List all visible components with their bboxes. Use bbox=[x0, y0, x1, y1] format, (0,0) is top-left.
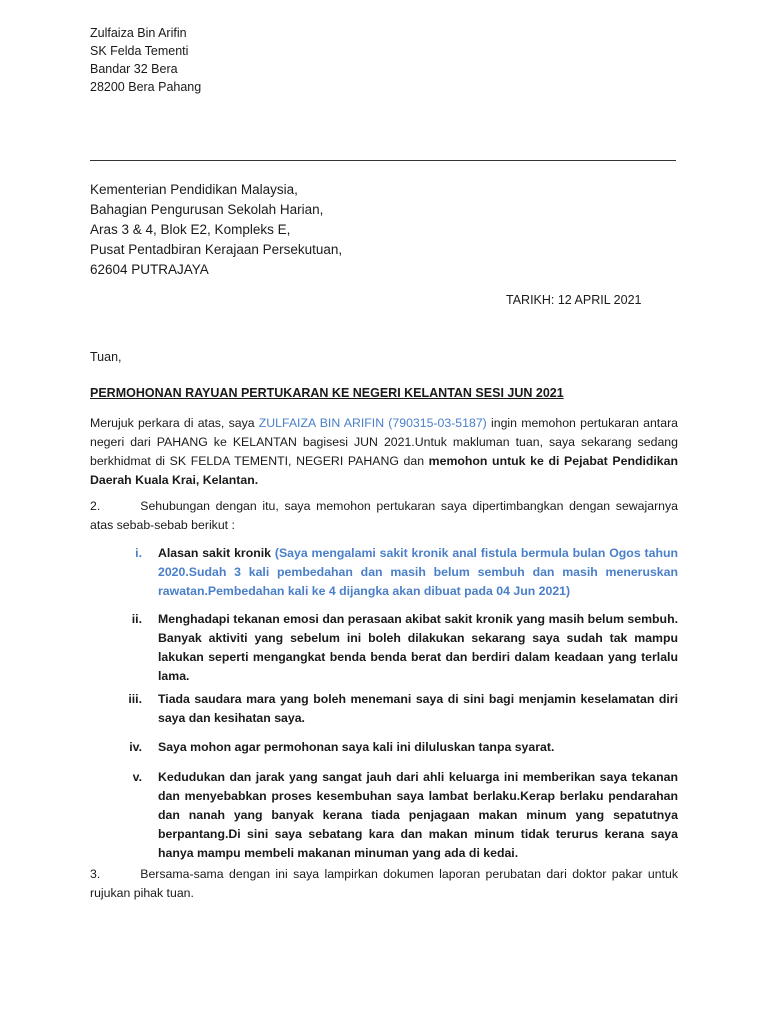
letter-subject: PERMOHONAN RAYUAN PERTUKARAN KE NEGERI KELANTAN SESI JUN 2021 bbox=[90, 386, 564, 400]
paragraph-1 bbox=[90, 414, 678, 490]
paragraph-number: 2. bbox=[90, 499, 101, 513]
reason-text: Tiada saudara mara yang boleh menemani saya di sini bagi menjamin keselamatan diri saya dan kesihatan saya. bbox=[158, 692, 678, 725]
sender-postcode: 28200 Bera Pahang bbox=[90, 80, 202, 94]
recipient-line: Pusat Pentadbiran Kerajaan Persekutuan, bbox=[90, 242, 343, 257]
paragraph-text: ingin memohon pertukaran antara negeri dari PAHANG ke KELANTAN bagisesi JUN 2021.Untuk makluman tuan, saya sekarang sedang berkhidmat di SK FELDA TEMENTI, NEGERI PAHANG dan bbox=[90, 416, 678, 468]
sender-town: Bandar 32 Bera bbox=[90, 62, 178, 76]
reason-heading: Alasan sakit kronik bbox=[158, 546, 271, 560]
reason-number: i. bbox=[135, 546, 142, 560]
reason-detail: (Saya mengalami sakit kronik anal fistula bermula bulan Ogos tahun 2020.Sudah 3 kali pembedahan dan masih belum sembuh dan masih meneruskan rawatan.Pembedahan kali ke 4 dijangka akan dibuat pada 04 Jun 2021) bbox=[158, 546, 678, 598]
recipient-line: Aras 3 & 4, Blok E2, Kompleks E, bbox=[90, 222, 291, 237]
reason-text: Kedudukan dan jarak yang sangat jauh dari ahli keluarga ini memberikan saya tekanan dan menyebabkan proses kesembuhan saya lambat berlaku.Kerap berlaku pendarahan dan nanah yang banyak kerana tiada penjagaan makan minum yang sepatutnya berpantang.Di sini saya sebatang kara dan makan minum tidak terurus kerana saya hanya mampu membeli makanan minuman yang ada di kedai. bbox=[158, 770, 678, 860]
letter-date: TARIKH: 12 APRIL 2021 bbox=[506, 293, 642, 307]
header-divider bbox=[90, 160, 676, 161]
reason-text: Menghadapi tekanan emosi dan perasaan akibat sakit kronik yang masih belum sembuh. Banyak aktiviti yang sebelum ini boleh dilakukan sekarang saya sudah tak mampu lakukan seperti mengangkat benda benda berat dan berdiri dalam keadaan yang terlalu lama. bbox=[158, 612, 678, 683]
recipient-line: 62604 PUTRAJAYA bbox=[90, 262, 209, 277]
salutation: Tuan, bbox=[90, 350, 122, 364]
reason-number: v. bbox=[132, 770, 142, 784]
sender-school: SK Felda Tementi bbox=[90, 44, 189, 58]
recipient-line: Bahagian Pengurusan Sekolah Harian, bbox=[90, 202, 324, 217]
paragraph-text: Merujuk perkara di atas, saya bbox=[90, 416, 259, 430]
recipient-address bbox=[90, 180, 342, 280]
paragraph-3 bbox=[90, 865, 678, 903]
sender-name: Zulfaiza Bin Arifin bbox=[90, 26, 187, 40]
reason-number: iv. bbox=[129, 740, 142, 754]
paragraph-text: Sehubungan dengan itu, saya memohon pertukaran saya dipertimbangkan dengan sewajarnya atas sebab-sebab berikut : bbox=[90, 499, 678, 532]
reason-number: iii. bbox=[128, 692, 142, 706]
reason-number: ii. bbox=[131, 612, 142, 626]
recipient-line: Kementerian Pendidikan Malaysia, bbox=[90, 182, 298, 197]
paragraph-text: Bersama-sama dengan ini saya lampirkan dokumen laporan perubatan dari doktor pakar untuk rujukan pihak tuan. bbox=[90, 867, 678, 900]
paragraph-bold-text: memohon untuk ke di Pejabat Pendidikan Daerah Kuala Krai, Kelantan. bbox=[90, 454, 679, 487]
applicant-name: ZULFAIZA BIN ARIFIN (790315-03-5187) bbox=[258, 416, 487, 430]
paragraph-number: 3. bbox=[90, 867, 101, 881]
paragraph-2 bbox=[90, 497, 678, 535]
reason-text bbox=[158, 544, 678, 601]
sender-address bbox=[90, 24, 201, 96]
reason-text: Saya mohon agar permohonan saya kali ini diluluskan tanpa syarat. bbox=[158, 740, 555, 754]
